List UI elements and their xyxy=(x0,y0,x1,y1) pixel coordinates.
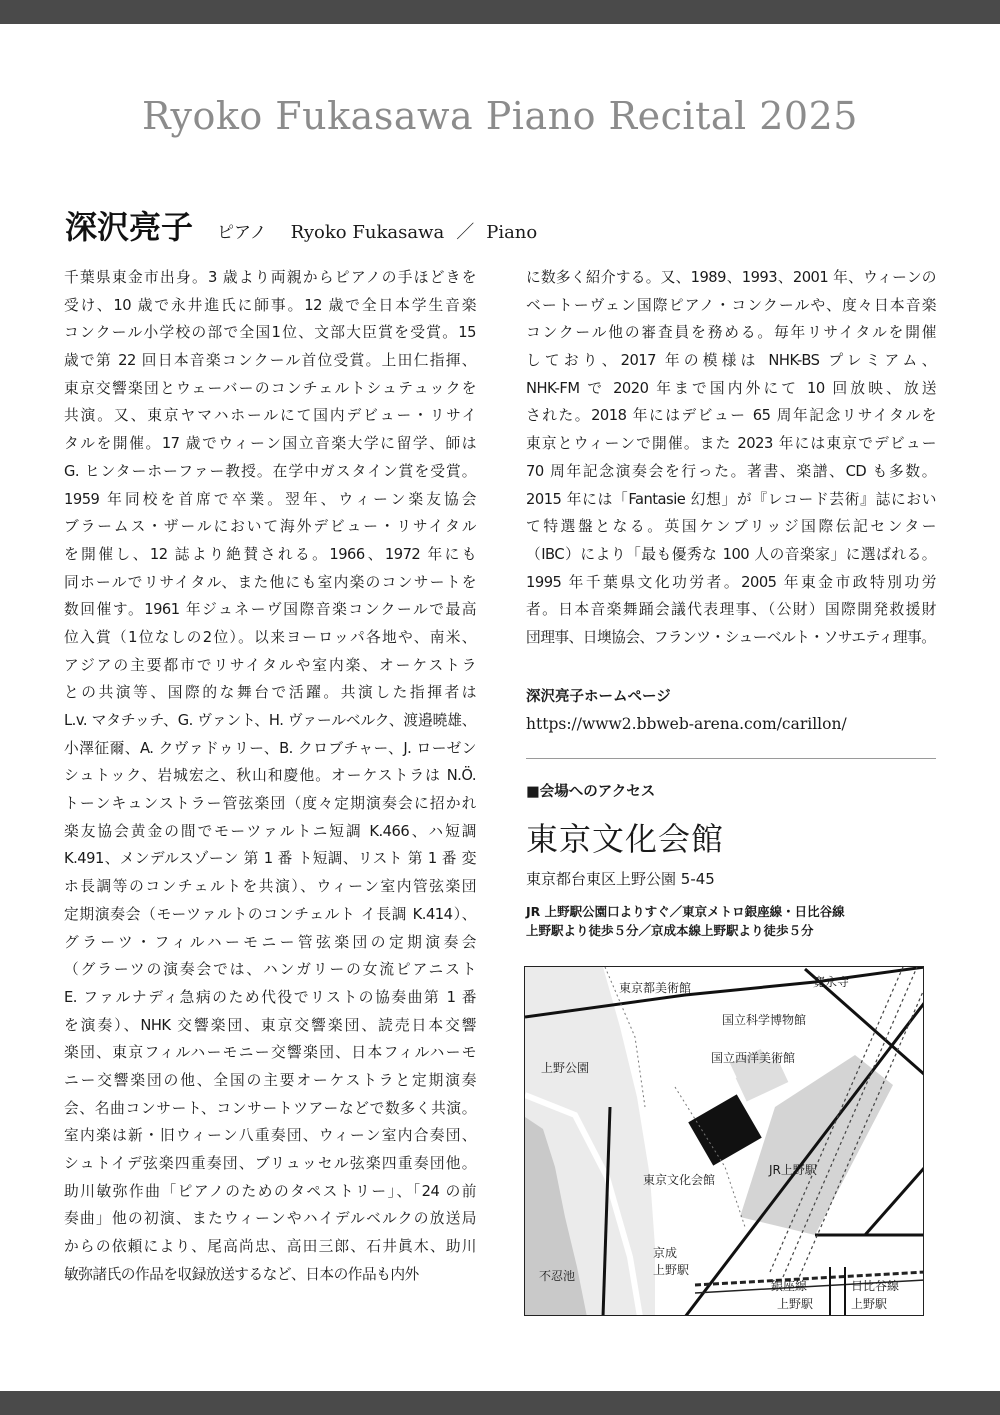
map-label-keisei-line: 京成 xyxy=(653,1246,678,1260)
map-label-hibiya-line: 日比谷線 xyxy=(851,1279,900,1293)
biography-line: 千葉県東金市出身。3 歳より両親からピアノの手ほどきを xyxy=(64,269,476,286)
biography-line: G. ヒンターホーファー教授。在学中ガスタイン賞を受賞。 xyxy=(64,462,476,480)
biography-line: 楽団、東京フィルハーモニー交響楽団、日本フィルハーモ xyxy=(64,1044,476,1062)
biography-line: NHK-FM で 2020 年まで国内外にて 10 回放映、放送 xyxy=(526,379,936,397)
biography-line: 位入賞（1位なしの2位）。以来ヨーロッパ各地や、南米、 xyxy=(64,628,476,646)
venue-route-1: JR 上野駅公園口よりすぐ／東京メトロ銀座線・日比谷線 xyxy=(526,904,845,919)
biography-line: 室内楽は新・旧ウィーン八重奏団、ウィーン室内合奏団、 xyxy=(64,1127,476,1145)
map-label-jr-ueno: JR上野駅 xyxy=(769,1163,817,1177)
biography-line: 受け、10 歳で永井進氏に師事。12 歳で全日本学生音楽 xyxy=(64,296,476,314)
biography-line: タルを開催。17 歳でウィーン国立音楽大学に留学、師は xyxy=(64,435,476,453)
bottom-band xyxy=(0,1391,1000,1415)
biography-line: 東京交響楽団とウェーバーのコンチェルトシュテュックを xyxy=(64,379,476,397)
biography-line: 者。日本音楽舞踊会議代表理事、（公財）国際開発救援財 xyxy=(526,601,936,619)
biography-line: 会、名曲コンサート、コンサートツアーなどで数多く共演。 xyxy=(64,1099,476,1117)
biography-line: 助川敏弥作曲「ピアノのためのタペストリー」、「24 の前 xyxy=(64,1182,476,1200)
biography-line: 70 周年記念演奏会を行った。著書、楽譜、CD も多数。 xyxy=(526,462,936,480)
biography-left-column xyxy=(64,264,476,1288)
biography-line: コンクール他の審査員を務める。毎年リサイタルを開催 xyxy=(526,324,936,342)
biography-line: 楽友協会黄金の間でモーツァルトニ短調 K.466、ハ短調 xyxy=(64,822,476,840)
biography-line: 歳で第 22 回日本音楽コンクール首位受賞。上田仁指揮、 xyxy=(64,352,476,370)
biography-line: 団理事、日墺協会、フランツ・シューベルト・ソサエティ理事。 xyxy=(526,628,936,646)
bunka-kaikan-building xyxy=(688,1094,761,1165)
map-label-ueno-park: 上野公園 xyxy=(541,1061,590,1075)
biography-line: 小澤征爾、A. クヴァドゥリー、B. クロブチャー、J. ローゼン xyxy=(64,739,476,757)
biography-line: K.491、メンデルスゾーン 第 1 番 ト短調、リスト 第 1 番 変 xyxy=(64,850,476,868)
biography-line: ホ長調等のコンチェルトを共演）、ウィーン室内管弦楽団 xyxy=(64,878,476,896)
venue-name: 東京文化会館 xyxy=(526,820,725,858)
biography-line: て特選盤となる。英国ケンブリッジ国際伝記センター xyxy=(526,518,936,536)
biography-line: トーンキュンストラー管弦楽団（度々定期演奏会に招かれ xyxy=(64,795,476,813)
biography-line: からの依頼により、尾高尚忠、高田三郎、石井眞木、助川 xyxy=(64,1238,476,1256)
map-label-shinobazu: 不忍池 xyxy=(539,1269,576,1283)
artist-name-ja: 深沢亮子 xyxy=(65,208,194,246)
biography-line: に数多く紹介する。又、1989、1993、2001 年、ウィーンの xyxy=(526,269,936,286)
map-label-ginza-line: 銀座線 xyxy=(771,1279,808,1293)
biography-line: ベートーヴェン国際ピアノ・コンクールや、度々日本音楽 xyxy=(526,296,936,314)
section-divider xyxy=(526,758,936,759)
map-label-kaneiji: 寛永寺 xyxy=(813,975,850,989)
access-map xyxy=(524,966,924,1316)
top-band xyxy=(0,0,1000,24)
biography-line: コンクール小学校の部で全国1位、文部大臣賞を受賞。15 xyxy=(64,324,476,342)
biography-line: （グラーツの演奏会では、ハンガリーの女流ピアニスト xyxy=(64,961,476,979)
artist-name-en: Ryoko Fukasawa xyxy=(290,222,445,243)
biography-line: 同ホールでリサイタル、また他にも室内楽のコンサートを xyxy=(64,573,476,591)
biography-line: を演奏）、NHK 交響楽団、東京交響楽団、読売日本交響 xyxy=(64,1016,476,1034)
recital-title: Ryoko Fukasawa Piano Recital 2025 xyxy=(142,94,858,138)
biography-line: E. ファルナディ急病のため代役でリストの協奏曲第 1 番 xyxy=(64,988,476,1006)
biography-line: との共演等、国際的な舞台で活躍。共演した指揮者は xyxy=(64,684,476,702)
access-heading: ■会場へのアクセス xyxy=(526,784,656,800)
biography-line: された。2018 年にはデビュー 65 周年記念リサイタルを xyxy=(526,407,936,425)
biography-line: 1959 年同校を首席で卒業。翌年、ウィーン楽友協会 xyxy=(64,490,476,508)
road-south-east xyxy=(865,1167,924,1235)
biography-line: 共演。又、東京ヤマハホールにて国内デビュー・リサイ xyxy=(64,407,476,425)
biography-line: シュトック、岩城宏之、秋山和慶他。オーケストラは N.Ö. xyxy=(64,767,476,785)
biography-line: ブラームス・ザールにおいて海外デビュー・リサイタル xyxy=(64,518,476,536)
biography-line: 2015 年には「Fantasie 幻想」が『レコード芸術』誌におい xyxy=(526,490,936,508)
homepage-label: 深沢亮子ホームページ xyxy=(526,689,671,705)
biography-line: アジアの主要都市でリサイタルや室内楽、オーケストラ xyxy=(64,656,476,674)
biography-line: ニー交響楽団の他、全国の主要オーケストラと定期演奏 xyxy=(64,1071,476,1089)
venue-route-2: 上野駅より徒歩５分／京成本線上野駅より徒歩５分 xyxy=(526,923,814,938)
map-label-western-art: 国立西洋美術館 xyxy=(711,1051,796,1065)
homepage-url[interactable]: https://www2.bbweb-arena.com/carillon/ xyxy=(526,715,847,733)
artist-role-ja: ピアノ xyxy=(217,223,267,243)
artist-separator: ／ xyxy=(456,222,475,243)
artist-role-en: Piano xyxy=(486,222,538,243)
biography-line: 数回催す。1961 年ジュネーヴ国際音楽コンクールで最高 xyxy=(64,601,476,619)
map-label-keisei-station: 上野駅 xyxy=(653,1263,690,1277)
biography-line: 定期演奏会（モーツァルトのコンチェルト イ長調 K.414）、 xyxy=(64,905,476,923)
map-label-science-museum: 国立科学博物館 xyxy=(722,1013,807,1027)
biography-line: L.v. マタチッチ、G. ヴァント、H. ヴァールベルク、渡邉曉雄、 xyxy=(64,712,476,729)
map-label-ginza-station: 上野駅 xyxy=(777,1297,814,1311)
venue-address: 東京都台東区上野公園 5-45 xyxy=(526,870,715,888)
biography-line: しており、2017 年の模様は NHK-BS プレミアム、 xyxy=(526,352,936,370)
biography-line: を開催し、12 誌より絶賛される。1966、1972 年にも xyxy=(64,545,476,563)
map-label-bunka-kaikan: 東京文化会館 xyxy=(643,1173,716,1187)
artist-header xyxy=(65,202,537,246)
biography-right-column xyxy=(526,264,936,652)
biography-line: 奏曲」他の初演、またウィーンやハイデルベルクの放送局 xyxy=(64,1210,476,1228)
map-label-hibiya-station: 上野駅 xyxy=(851,1297,888,1311)
biography-line: 東京とウィーンで開催。また 2023 年には東京でデビュー xyxy=(526,435,936,453)
biography-line: シュトイデ弦楽四重奏団、ブリュッセル弦楽四重奏団他。 xyxy=(64,1155,476,1172)
map-label-museum-art: 東京都美術館 xyxy=(619,981,692,995)
homepage-block xyxy=(526,684,936,738)
biography-line: 1995 年千葉県文化功労者。2005 年東金市政特別功労 xyxy=(526,573,936,591)
biography-line: 敏弥諸氏の作品を収録放送するなど、日本の作品も内外 xyxy=(64,1265,419,1283)
biography-line: （IBC）により「最も優秀な 100 人の音楽家」に選ばれる。 xyxy=(526,545,936,563)
biography-line: グラーツ・フィルハーモニー管弦楽団の定期演奏会 xyxy=(64,933,476,951)
